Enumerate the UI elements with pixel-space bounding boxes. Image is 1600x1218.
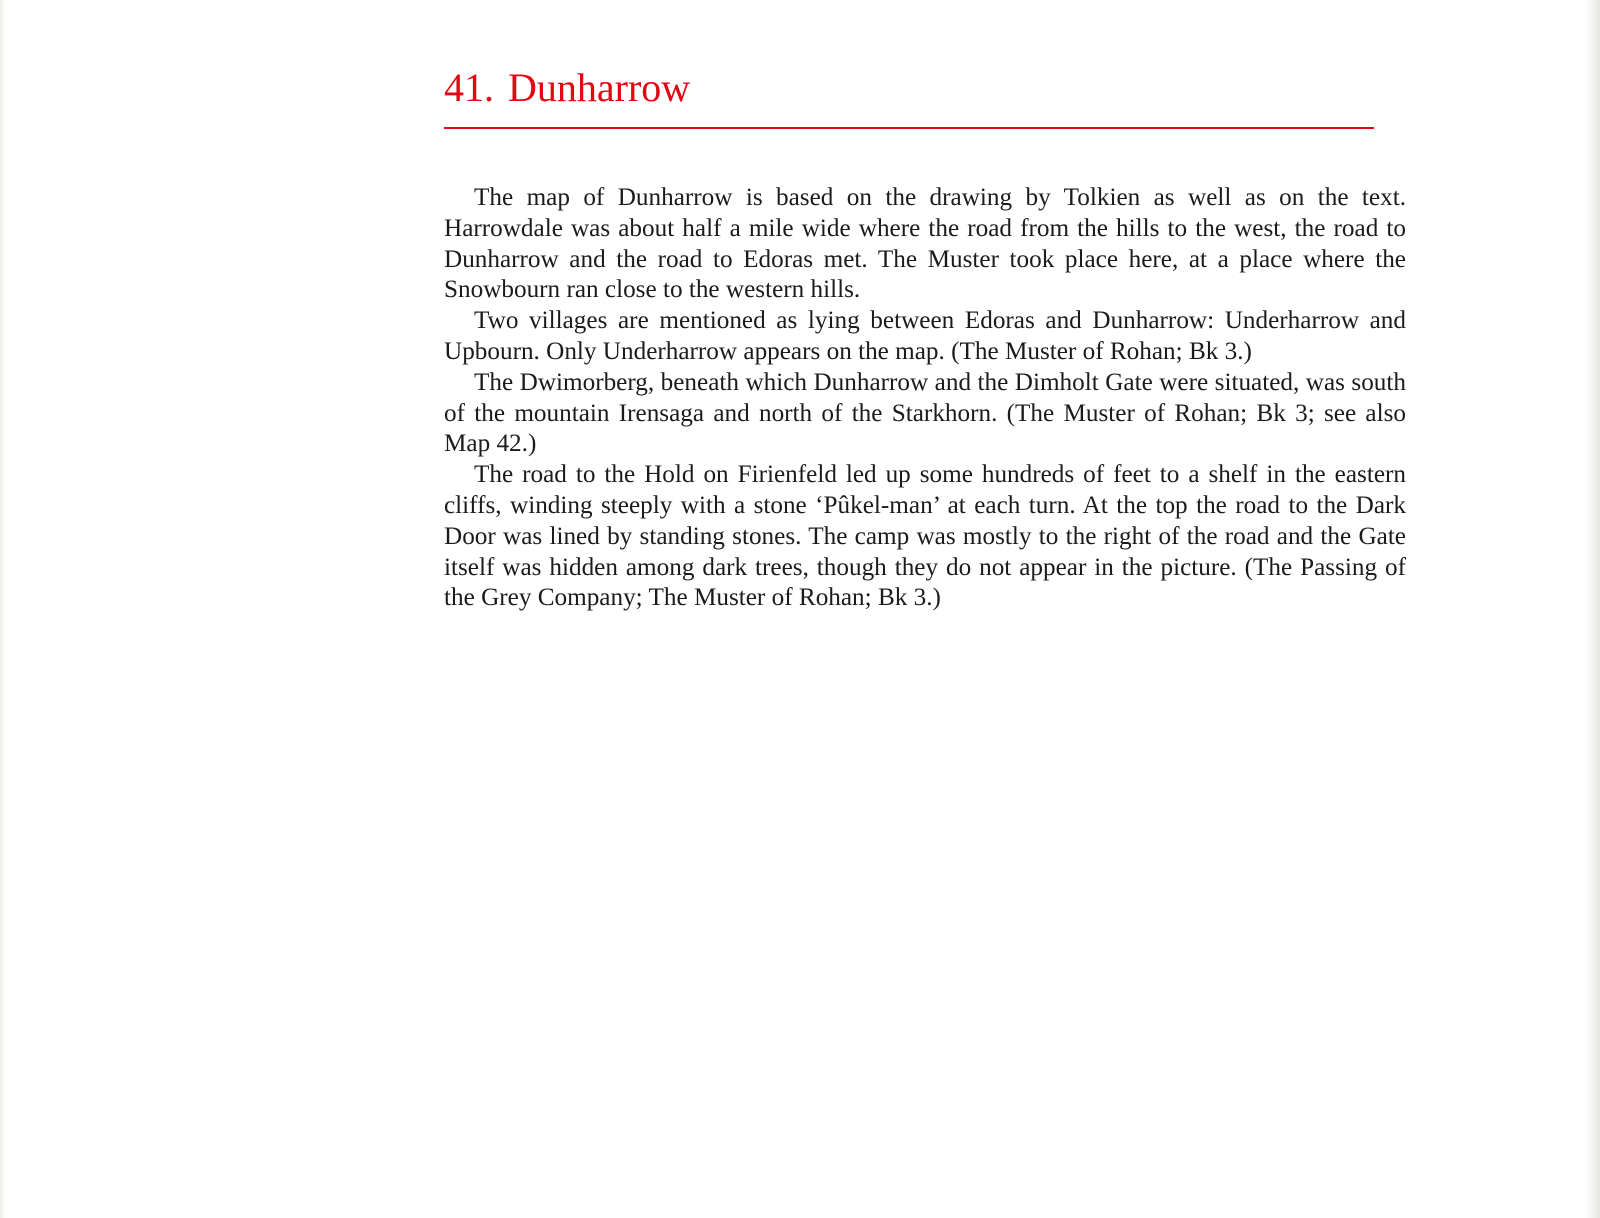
chapter-number: 41. xyxy=(444,65,494,110)
paragraph-dwimorberg: The Dwimorberg, beneath which Dunharrow and the Dimholt Gate were situated, was south of the mountain Irensaga and north of the Starkhorn. (The Muster of Rohan; Bk 3; see also Map 42.) xyxy=(444,368,1406,458)
chapter-heading xyxy=(444,64,690,112)
paragraph-villages: Two villages are mentioned as lying between Edoras and Dunharrow: Underharrow and Upbourn. Only Underharrow appears on the map. (The Muster of Rohan; Bk 3.) xyxy=(444,307,1406,365)
paragraph-harrowdale: The map of Dunharrow is based on the drawing by Tolkien as well as on the text. Harrowdale was about half a mile wide where the road from the hills to the west, the road to Dunharrow and the road to Edoras met. The Muster took place here, at a place where the Snowbourn ran close to the western hills. xyxy=(444,184,1406,304)
body-text xyxy=(444,183,1406,614)
page-left-edge xyxy=(0,0,6,1218)
heading-divider xyxy=(444,127,1374,129)
paragraph-hold-road: The road to the Hold on Firienfeld led up some hundreds of feet to a shelf in the eastern cliffs, winding steeply with a stone ‘Pûkel-man’ at each turn. At the top the road to the Dark Door was lined by standing stones. The camp was mostly to the right of the road and the Gate itself was hidden among dark trees, though they do not appear in the picture. (The Passing of the Grey Company; The Muster of Rohan; Bk 3.) xyxy=(444,461,1406,612)
page-right-edge xyxy=(1586,0,1600,1218)
chapter-title: Dunharrow xyxy=(508,65,691,110)
